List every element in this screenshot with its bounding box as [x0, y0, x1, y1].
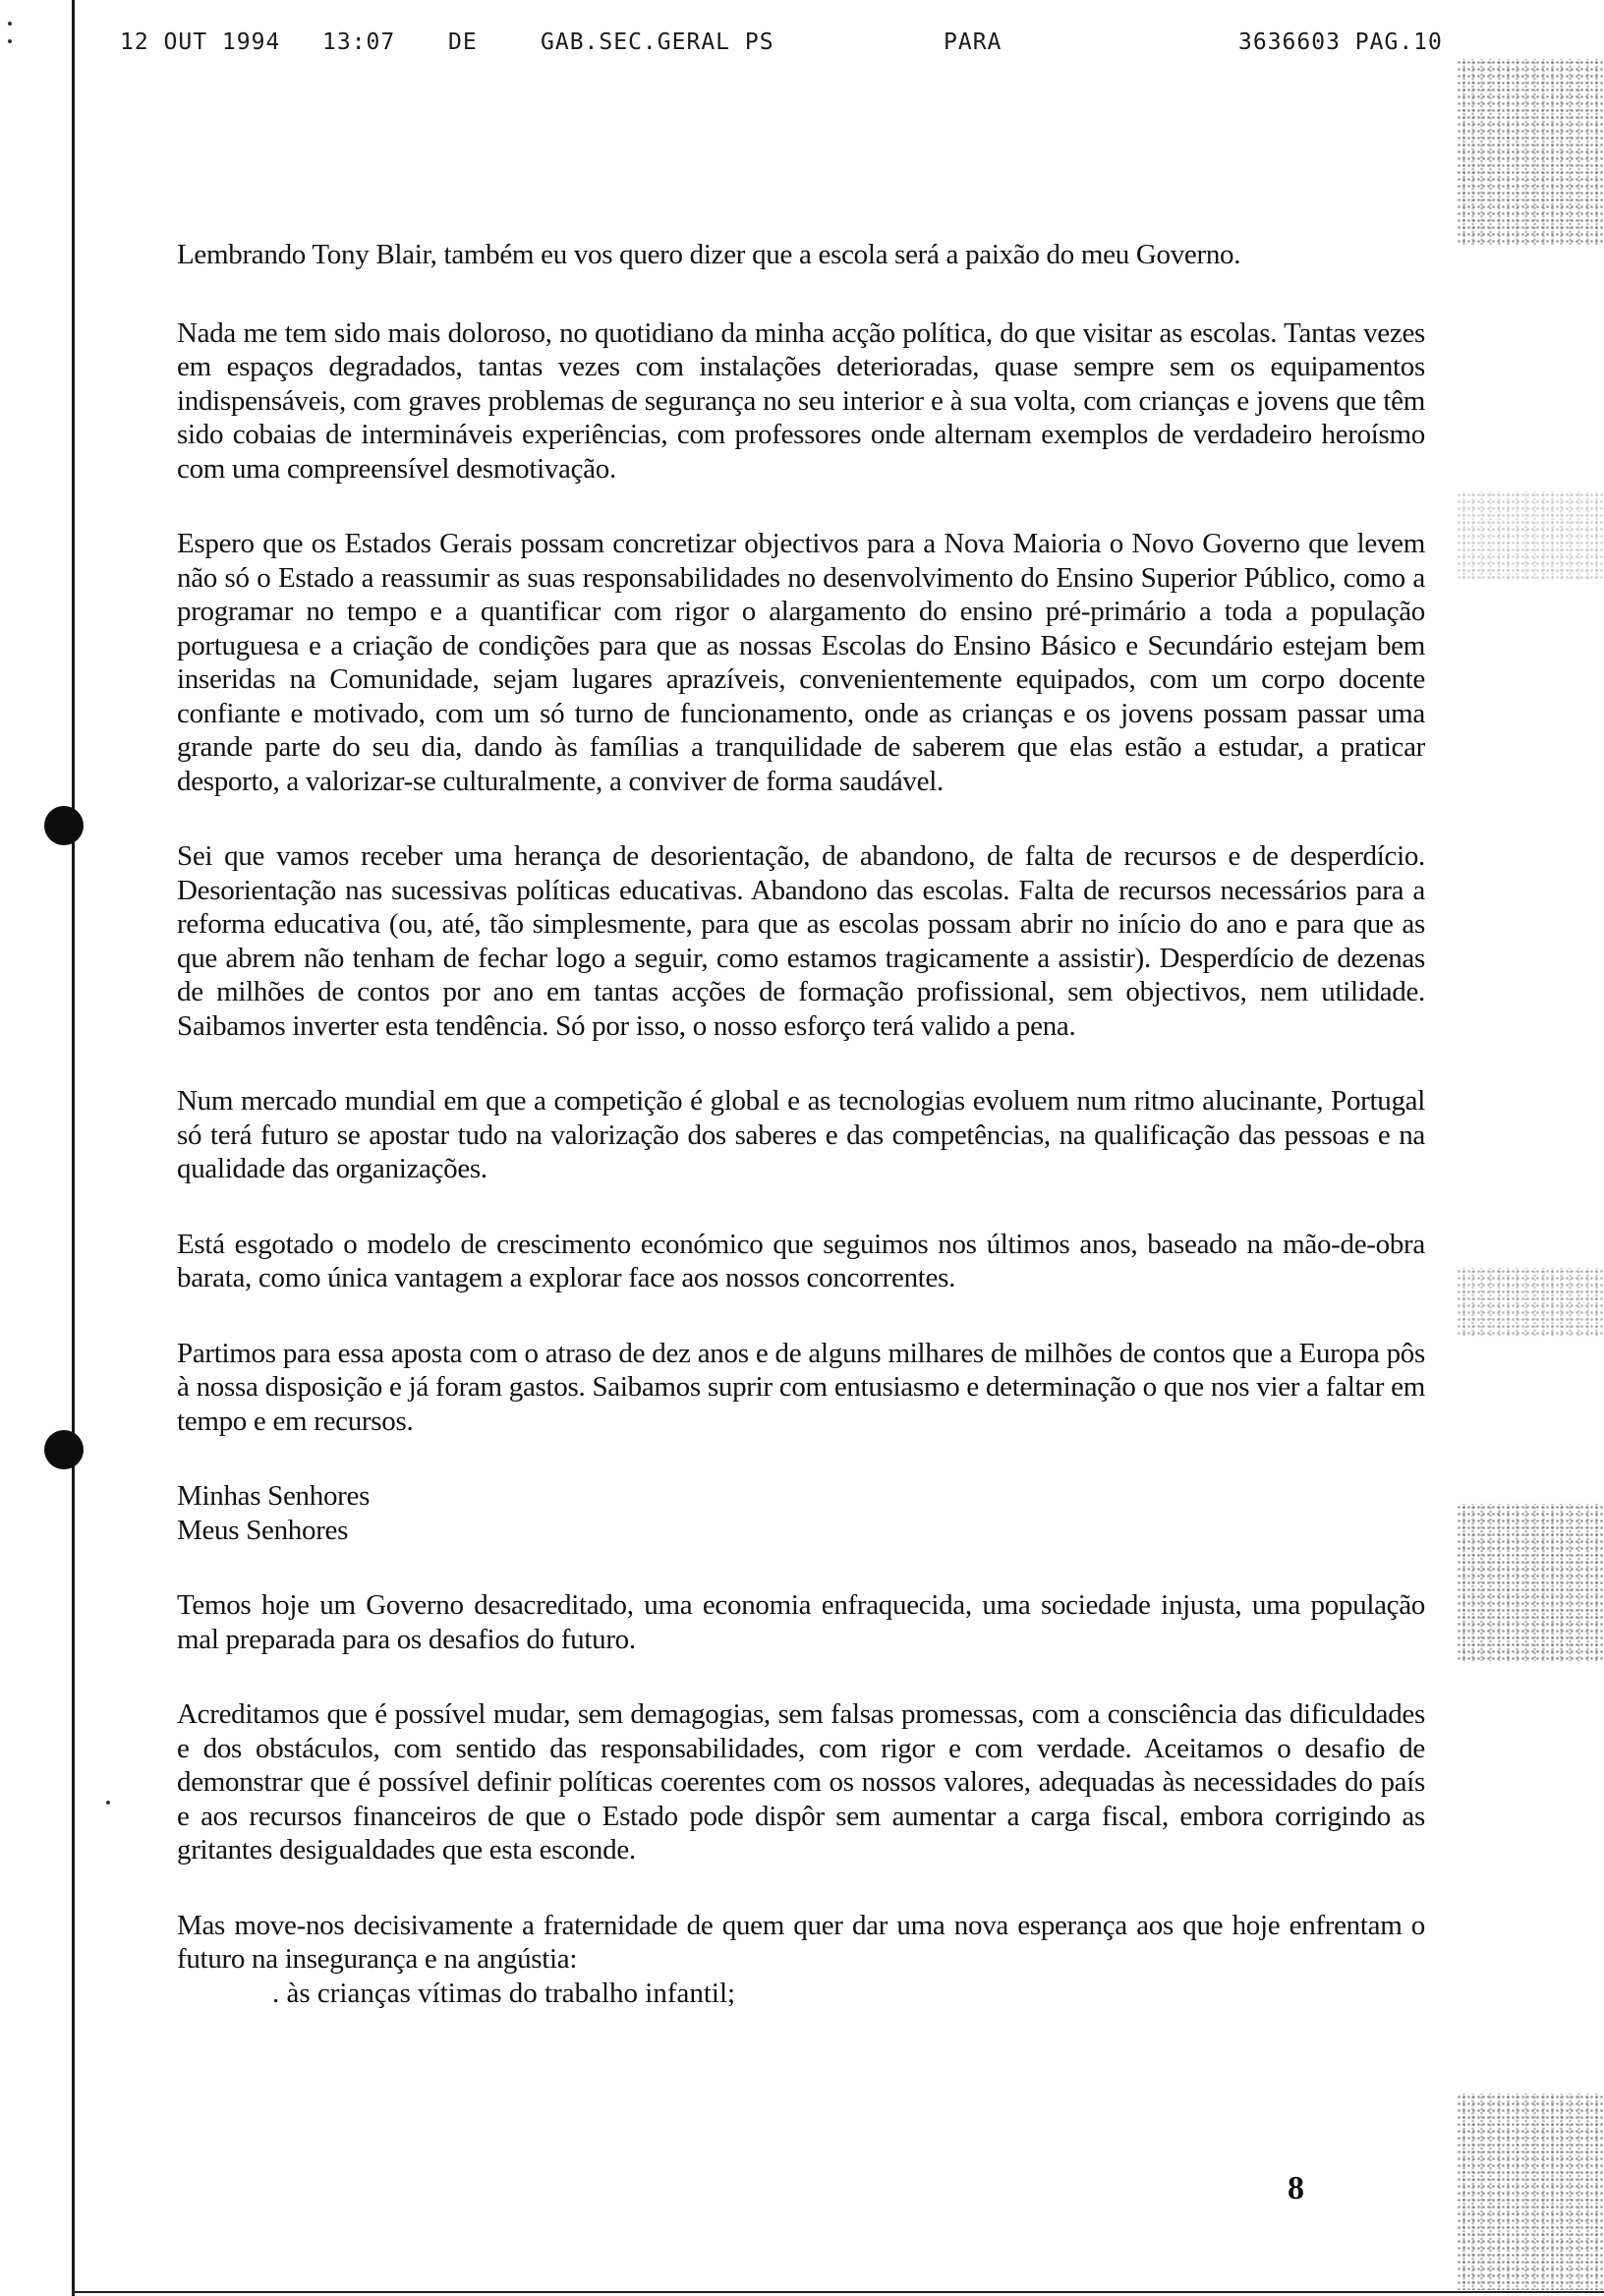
list-item: . às crianças vítimas do trabalho infantil;	[272, 1977, 736, 2009]
paragraph: Nada me tem sido mais doloroso, no quotidiano da minha acção política, do que visitar as escolas. Tantas vezes em espaços degradados, tantas vezes com instalações deterioradas, quase sempre sem os equipamentos indispensáveis, com graves problemas de segurança no seu interior e à sua volta, com crianças e jovens que têm sido cobaias de intermináveis experiências, com professores onde alternam exemplos de verdadeiro heroísmo com uma compreensível desmotivação.	[177, 316, 1425, 485]
scan-noise-bottom-mid	[1457, 1504, 1604, 1661]
greeting-line: Meus Senhores	[177, 1514, 349, 1546]
paragraph: Está esgotado o modelo de crescimento económico que seguimos nos últimos anos, baseado na mão-de-obra barata, como única vantagem a explorar face aos nossos concorrentes.	[177, 1228, 1425, 1293]
page-number: 8	[1288, 2170, 1304, 2207]
fax-time: 13:07	[322, 29, 396, 55]
punch-hole-upper	[44, 806, 84, 845]
document-body	[177, 238, 1425, 2010]
paragraph: Mas move-nos decisivamente a fraternidade de quem quer dar uma nova esperança aos que hoje enfrentam o futuro na insegurança e na angústia:	[177, 1909, 1425, 1975]
bottom-edge-rule	[72, 2291, 1604, 2293]
scan-noise-mid	[1457, 491, 1604, 580]
greeting	[177, 1479, 1425, 1547]
paragraph: Partimos para essa aposta com o atraso de dez anos e de alguns milhares de milhões de contos que a Europa pôs à nossa disposição e já foram gastos. Saibamos suprir com entusiasmo e determinação o que nos vier a faltar em tempo e em recursos.	[177, 1337, 1425, 1437]
fax-date: 12 OUT 1994	[120, 29, 281, 55]
fax-number-page: 3636603 PAG.10	[1238, 29, 1443, 55]
scan-speck	[106, 1801, 110, 1805]
fax-to-label: PARA	[944, 29, 1002, 55]
scan-noise-bottom	[1457, 2094, 1604, 2290]
paragraph: Temos hoje um Governo desacreditado, uma economia enfraquecida, uma sociedade injusta, uma população mal preparada para os desafios do futuro.	[177, 1589, 1425, 1655]
paragraph: Acreditamos que é possível mudar, sem demagogias, sem falsas promessas, com a consciência das dificuldades e dos obstáculos, com sentido das responsabilidades, com rigor e com verdade. Aceitamos o desafio de demonstrar que é possível definir políticas coerentes com os nossos valores, adequadas às necessidades do país e aos recursos financeiros de que o Estado pode dispôr sem aumentar a carga fiscal, embora corrigindo as gritantes desigualdades que esta esconde.	[177, 1698, 1425, 1866]
paragraph: Num mercado mundial em que a competição é global e as tecnologias evoluem num ritmo alucinante, Portugal só terá futuro se apostar tudo na valorização dos saberes e das competências, na qualificação das pessoas e na qualidade das organizações.	[177, 1085, 1425, 1184]
fax-sender: GAB.SEC.GERAL PS	[541, 29, 774, 55]
paragraph: Sei que vamos receber uma herança de desorientação, de abandono, de falta de recursos e de desperdício. Desorientação nas sucessivas políticas educativas. Abandono das escolas. Falta de recursos necessários para a reforma educativa (ou, até, tão simplesmente, para que as escolas possam abrir no início do ano e para que as que abrem não tenham de fechar logo a seguir, como estamos tragicamente a assistir). Desperdício de dezenas de milhões de contos por ano em tantas acções de formação profissional, sem objectivos, nem utilidade. Saibamos inverter esta tendência. Só por isso, o nosso esforço terá valido a pena.	[177, 840, 1425, 1042]
scan-noise-lower	[1457, 1268, 1604, 1337]
greeting-line: Minhas Senhores	[177, 1480, 371, 1512]
fax-from-label: DE	[448, 29, 478, 55]
punch-hole-lower	[44, 1430, 84, 1469]
scan-noise-top	[1457, 59, 1604, 246]
paragraph-intro: Lembrando Tony Blair, também eu vos quero dizer que a escola será a paixão do meu Governo.	[177, 239, 1241, 270]
scan-speck	[8, 22, 12, 26]
fax-transmission-header	[0, 29, 1604, 61]
paragraph: Espero que os Estados Gerais possam concretizar objectivos para a Nova Maioria o Novo Governo que levem não só o Estado a reassumir as suas responsabilidades no desenvolvimento do Ensino Superior Público, como a programar no tempo e a quantificar com rigor o alargamento do ensino pré-primário a toda a população portuguesa e a criação de condições para que as nossas Escolas do Ensino Básico e Secundário estejam bem inseridas na Comunidade, sejam lugares aprazíveis, convenientemente equipados, com um corpo docente confiante e motivado, com um só turno de funcionamento, onde as crianças e os jovens possam passar uma grande parte do seu dia, dando às famílias a tranquilidade de saberem que elas estão a estudar, a praticar desporto, a valorizar-se culturalmente, a conviver de forma saudável.	[177, 528, 1425, 797]
left-margin-rule	[72, 0, 75, 2296]
